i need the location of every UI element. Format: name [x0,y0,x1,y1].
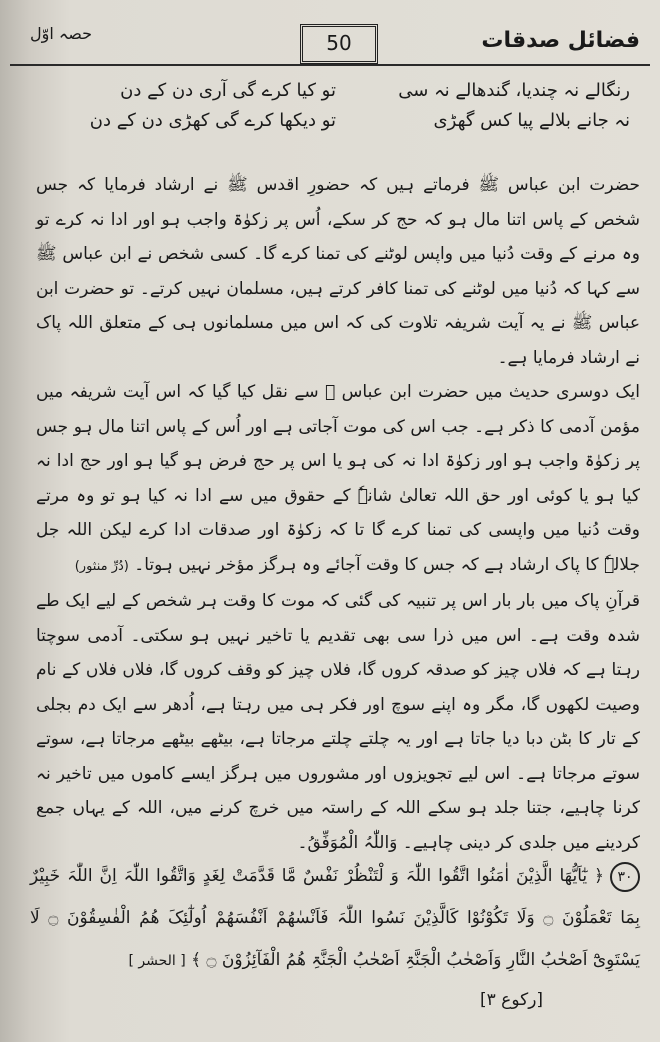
poem-right-column [330,76,630,136]
paragraph [36,375,640,584]
part-label: حصہ اوّل [30,24,93,43]
verse-text: ﴿ یٰٓاَیُّھَا الَّذِیْنَ اٰمَنُوا اتَّقُوا اللّٰہَ وَ لْتَنْظُرْ نَفْسٌ مَّا قَدَّمَتْ لِغَدٍ وَاتَّقُوا اللّٰہَ اِنَّ اللّٰہَ خَبِیْرٌ بِمَا تَعْمَلُوْنَ ۝ وَلَا تَکُوْنُوْا کَالَّذِیْنَ نَسُوا اللّٰہَ فَاَنْسٰھُمْ اَنْفُسَھُمْ اُولٰٓئِکَ ھُمُ الْفٰسِقُوْنَ ۝ لَا یَسْتَوِیْٓ اَصْحٰبُ النَّارِ وَاَصْحٰبُ الْجَنَّۃِ اَصْحٰبُ الْجَنَّۃِ ھُمُ الْفَآئِزُوْنَ ۝ ﴾ [30,866,641,970]
page-body [36,76,640,860]
verse-number: ۳۰ [610,862,640,892]
poem-line: تو کیا کرے گی آری دن کے دن [120,80,336,101]
paragraph-text: ایک دوسری حدیث میں حضرت ابن عباس ﷺ سے نقل کیا گیا کہ اس آیت شریفہ میں مؤمن آدمی کا ذکر ہے۔ جب اس کی موت آجاتی ہے اور اُس کے پاس اتنا مال ہو جس پر زکوٰۃ واجب ہو اور زکوٰۃ ادا نہ کی ہو یا اس پر حج فرض ہو گیا ہو اور حج ادا نہ کیا ہو یا کوئی اور حق اللہ تعالیٰ شانہٗ کے حقوق میں سے ادا نہ کیا ہو تو وہ مرتے وقت دُنیا میں واپسی کی تمنا کرے گا تا کہ زکوٰۃ اور صدقات ادا کرے لیکن اللہ جل جلالہٗ کا پاک ارشاد ہے کہ جس کا وقت آجائے وہ ہرگز مؤخر نہیں ہوتا۔ [36,382,640,575]
page-header [10,18,650,66]
verse-reference: [ الحشر ] [128,953,186,969]
page-number: 50 [300,24,378,64]
book-title: فضائل صدقات [481,28,640,53]
source-note: (دُرِّ منثور) [74,558,129,574]
poem [36,76,640,168]
poem-line: تو دیکھا کرے گی کھڑی دن کے دن [89,110,336,131]
poem-line: نہ جانے بلالے پیا کس گھڑی [433,110,630,131]
poem-left-column [36,76,336,136]
quran-verse [30,855,640,982]
paragraph: حضرت ابن عباس ﷺ فرماتے ہیں کہ حضورِ اقدس ﷺ نے ارشاد فرمایا کہ جس شخص کے پاس اتنا مال ہو کہ حج کر سکے، اُس پر زکوٰۃ واجب ہو اور ادا نہ کرے تو وہ مرنے کے وقت دُنیا میں واپس لوٹنے کی تمنا کرے گا۔ کسی شخص نے ابن عباس ﷺ سے کہا کہ دُنیا میں لوٹنے کی تمنا کافر کرتے ہیں، مسلمان نہیں کرتے۔ تو حضرت ابن عباس ﷺ نے یہ آیت شریفہ تلاوت کی کہ اس میں مسلمانوں ہی کے متعلق اللہ پاک نے ارشاد فرمایا ہے۔ [36,175,640,368]
ruku-marker: [رکوع ۳] [480,990,544,1010]
poem-line: رنگالے نہ چندیا، گندھالے نہ سی [398,80,630,101]
paragraph: قرآنِ پاک میں بار بار اس پر تنبیہ کی گئی کہ موت کا وقت ہر شخص کے لیے ایک طے شدہ وقت ہے۔ اس میں ذرا سی بھی تقدیم یا تاخیر نہیں ہو سکتی۔ آدمی سوچتا رہتا ہے کہ فلاں چیز کو صدقہ کروں گا، فلاں چیز کو وقف کروں گا، فلاں فلاں کے نام وصیت لکھوں گا، مگر وہ اپنے سوچ اور فکر ہی میں رہتا ہے، اُدھر سے ایک دم بجلی کے تار کا بٹن دبا دیا جاتا ہے اور یہ چلتے چلتے مرجاتا ہے، بیٹھے بیٹھے مرجاتا ہے، سوتے سوتے مرجاتا ہے۔ اس لیے تجویزوں اور مشوروں میں ہرگز ایسے کاموں میں تاخیر نہ کرنا چاہیے، جتنا جلد ہو سکے اللہ کے راستہ میں خرچ کرنے میں، اللہ کے یہاں جمع کردینے میں جلدی کر دینی چاہیے۔ وَاللّٰہُ الْمُوَفِّقُ۔ [36,591,640,853]
